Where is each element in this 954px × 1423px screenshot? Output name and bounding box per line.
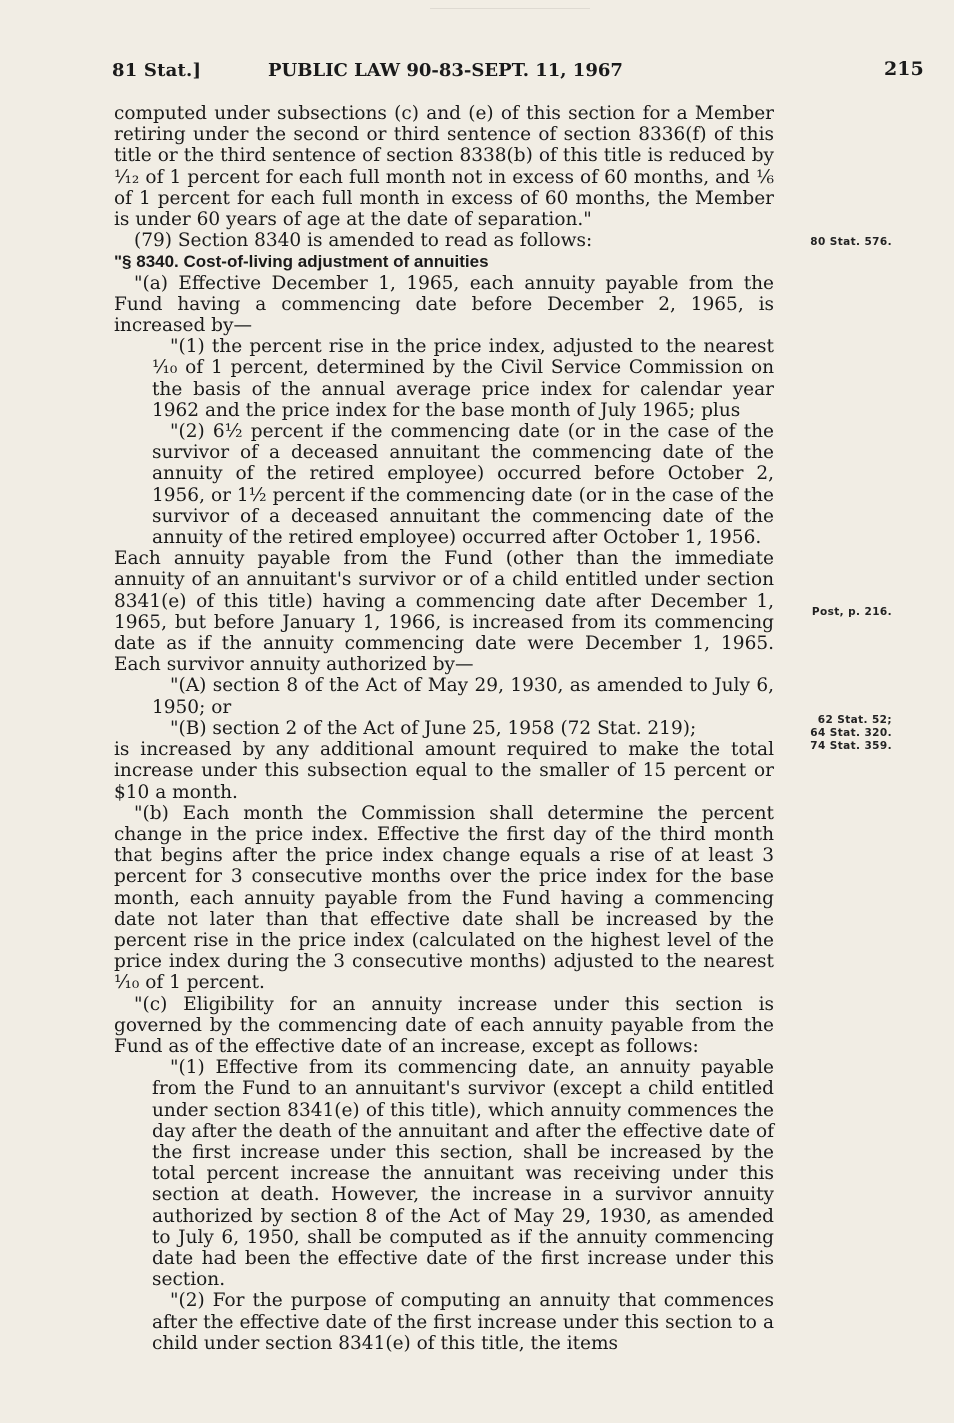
header-title: PUBLIC LAW 90-83-SEPT. 11, 1967 — [268, 60, 623, 81]
margin-note-74-stat: 74 Stat. 359. — [810, 740, 892, 752]
paragraph-subsection-c: "(c) Eligibility for an annuity increase under this section is governed by the commencing date of each annuity payable from the Fund as of the effective date of an increase, except as follows: — [114, 993, 774, 1057]
paragraph-amendment-79: (79) Section 8340 is amended to read as follows: — [134, 230, 593, 252]
paragraph-clause-B: "(B) section 2 of the Act of June 25, 1958 (72 Stat. 219); — [170, 717, 697, 739]
paragraph-c-clause-1: "(1) Effective from its commencing date, an annuity payable from the Fund to an annuitant's survivor (except a child entitled under section 8341(e) of this title), which annuity commences the day after the death of the annuitant and after the effective date of the first increase under this section, shall be increased by the total percent increase the annuitant was receiving under this section at death. However, the increase in a survivor annuity authorized by section 8 of the Act of May 29, 1930, as amended to July 6, 1950, shall be computed as if the annuity commencing date had been the effective date of the first increase under this section. — [152, 1057, 774, 1291]
header-page-number: 215 — [884, 58, 924, 80]
paragraph-continuation: computed under subsections (c) and (e) of this section for a Member retiring under the second or third sentence of section 8336(f) of this title or the third sentence of section 8338(b) of this title is reduced by ¹⁄₁₂ of 1 percent for each full month not in excess of 60 months, and ⅙ of 1 percent for each full month in excess of 60 months, the Member is under 60 years of age at the date of separation." — [114, 103, 774, 231]
paragraph-subsection-a: "(a) Effective December 1, 1965, each annuity payable from the Fund having a commencing date before December 2, 1965, is increased by— — [114, 272, 774, 337]
header-volume: 81 Stat.] — [112, 60, 202, 81]
margin-note-80-stat: 80 Stat. 576. — [810, 236, 892, 248]
body-text — [114, 103, 774, 1354]
margin-note-post: Post, p. 216. — [811, 606, 892, 618]
section-heading: "§ 8340. Cost-of-living adjustment of annuities — [114, 252, 489, 272]
paragraph-clause-2: "(2) 6½ percent if the commencing date (or in the case of the survivor of a deceased annuitant the commencing date of the annuity of the retired employee) occurred before October 2, 1956, or 1½ percent if the commencing date (or in the case of the survivor of a deceased annuitant the commencing date of the annuity of the retired employee) occurred after October 1, 1956. — [152, 421, 774, 549]
paragraph-c-clause-2: "(2) For the purpose of computing an annuity that commences after the effective date of the first increase under this section to a child under section 8341(e) of this title, the items — [152, 1290, 774, 1354]
margin-note-64-stat: 64 Stat. 320. — [810, 727, 892, 739]
margin-note-62-stat: 62 Stat. 52; — [817, 714, 892, 726]
paragraph-clause-A: "(A) section 8 of the Act of May 29, 1930, as amended to July 6, 1950; or — [152, 675, 774, 718]
page-top-smudge — [430, 8, 590, 15]
paragraph-each-annuity: Each annuity payable from the Fund (other than the immediate annuity of an annuitant's survivor or of a child entitled under section 8341(e) of this title) having a commencing date after December 1, 1965, but before January 1, 1966, is increased from its commencing date as if the annuity commencing date were December 1, 1965. Each survivor annuity authorized by— — [114, 548, 774, 676]
paragraph-subsection-b: "(b) Each month the Commission shall determine the percent change in the price index. Effective the first day of the third month that begins after the price index change equals a rise of at least 3 percent for 3 consecutive months over the price index for the base month, each annuity payable from the Fund having a commencing date not later than that effective date shall be increased by the percent rise in the price index (calculated on the highest level of the price index during the 3 consecutive months) adjusted to the nearest ¹⁄₁₀ of 1 percent. — [114, 802, 774, 994]
paragraph-increased-by: is increased by any additional amount required to make the total increase under this subsection equal to the smaller of 15 percent or $10 a month. — [114, 739, 774, 803]
paragraph-clause-1: "(1) the percent rise in the price index, adjusted to the nearest ¹⁄₁₀ of 1 percent, determined by the Civil Service Commission on the basis of the annual average price index for calendar year 1962 and the price index for the base month of July 1965; plus — [152, 336, 774, 421]
